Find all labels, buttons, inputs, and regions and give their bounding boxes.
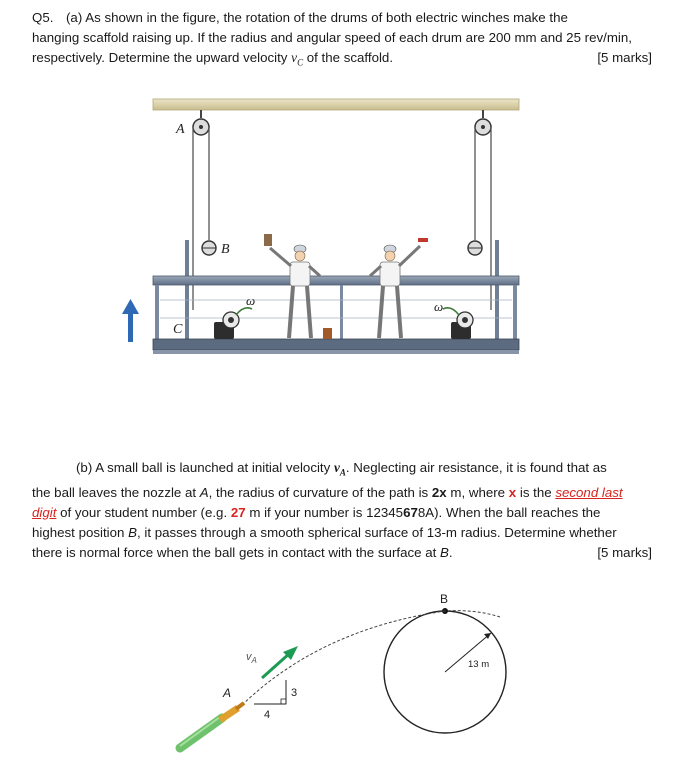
qa-line3-post: of the scaffold. <box>303 50 394 65</box>
vA-label: $v_A$ <box>246 651 257 665</box>
qb-2x: 2x <box>431 484 447 500</box>
label-B-fig: B <box>440 592 449 606</box>
omega-right: ω <box>434 299 444 314</box>
qb-second-last: second last <box>555 484 623 500</box>
label-A: A <box>176 122 185 137</box>
qa-line3-pre: respectively. Determine the upward velocity <box>32 50 292 65</box>
qb-s12: there is normal force when the ball gets in contact with the surface at <box>32 544 440 560</box>
slope-run-label: 4 <box>264 709 271 721</box>
qb-s7: of your student number (e.g. <box>56 504 231 520</box>
qb-part-label: (b) <box>76 460 93 475</box>
qb-s11: , it passes through a smooth spherical surface of 13-m radius. Determine whether <box>136 524 617 540</box>
vc-symbol: $v_C$ <box>291 50 304 68</box>
qb-B2: B <box>439 544 449 560</box>
trajectory-path <box>235 611 500 712</box>
qb-s4: , the radius of curvature of the path is <box>208 484 432 500</box>
label-B: B <box>221 242 230 257</box>
qb-s13: . <box>448 544 453 560</box>
qb-s10: highest position <box>32 524 129 540</box>
qb-example-digit: 67 <box>403 504 418 520</box>
qb-B: B <box>128 524 137 540</box>
question-number: Q5. <box>32 10 54 25</box>
qa-line1-text: As shown in the figure, the rotation of the drums of both electric winches make the <box>85 10 568 25</box>
qb-A: A <box>199 484 209 500</box>
qa-marks: [5 marks] <box>597 50 652 65</box>
nozzle <box>180 703 244 748</box>
qa-part-label: (a) <box>66 10 83 25</box>
qb-digit: digit <box>32 504 57 520</box>
qb-s8: m if your number is 12345 <box>245 504 404 520</box>
qb-example-val: 27 <box>230 504 246 520</box>
qb-x: x <box>508 484 517 500</box>
qb-s6: is the <box>516 484 556 500</box>
radius-label: 13 m <box>468 659 490 670</box>
qb-s5: m, where <box>446 484 509 500</box>
qb-s9: 8A). When the ball reaches the <box>417 504 601 520</box>
qb-s3: the ball leaves the nozzle at <box>32 484 200 500</box>
qa-line2: hanging scaffold raising up. If the radius and angular speed of each drum are 200 mm and 25 rev/min, <box>32 30 632 45</box>
slope-rise-label: 3 <box>291 687 298 699</box>
vA-arrow <box>262 653 290 678</box>
qb-marks: [5 marks] <box>597 544 652 560</box>
label-C: C <box>173 322 183 337</box>
omega-left: ω <box>246 293 256 308</box>
qb-s2: . Neglecting air resistance, it is found that as <box>345 460 607 475</box>
vA-symbol: $v_A$ <box>333 460 346 478</box>
label-A-fig: A <box>223 686 232 700</box>
qb-s1: A small ball is launched at initial velocity <box>95 460 334 475</box>
